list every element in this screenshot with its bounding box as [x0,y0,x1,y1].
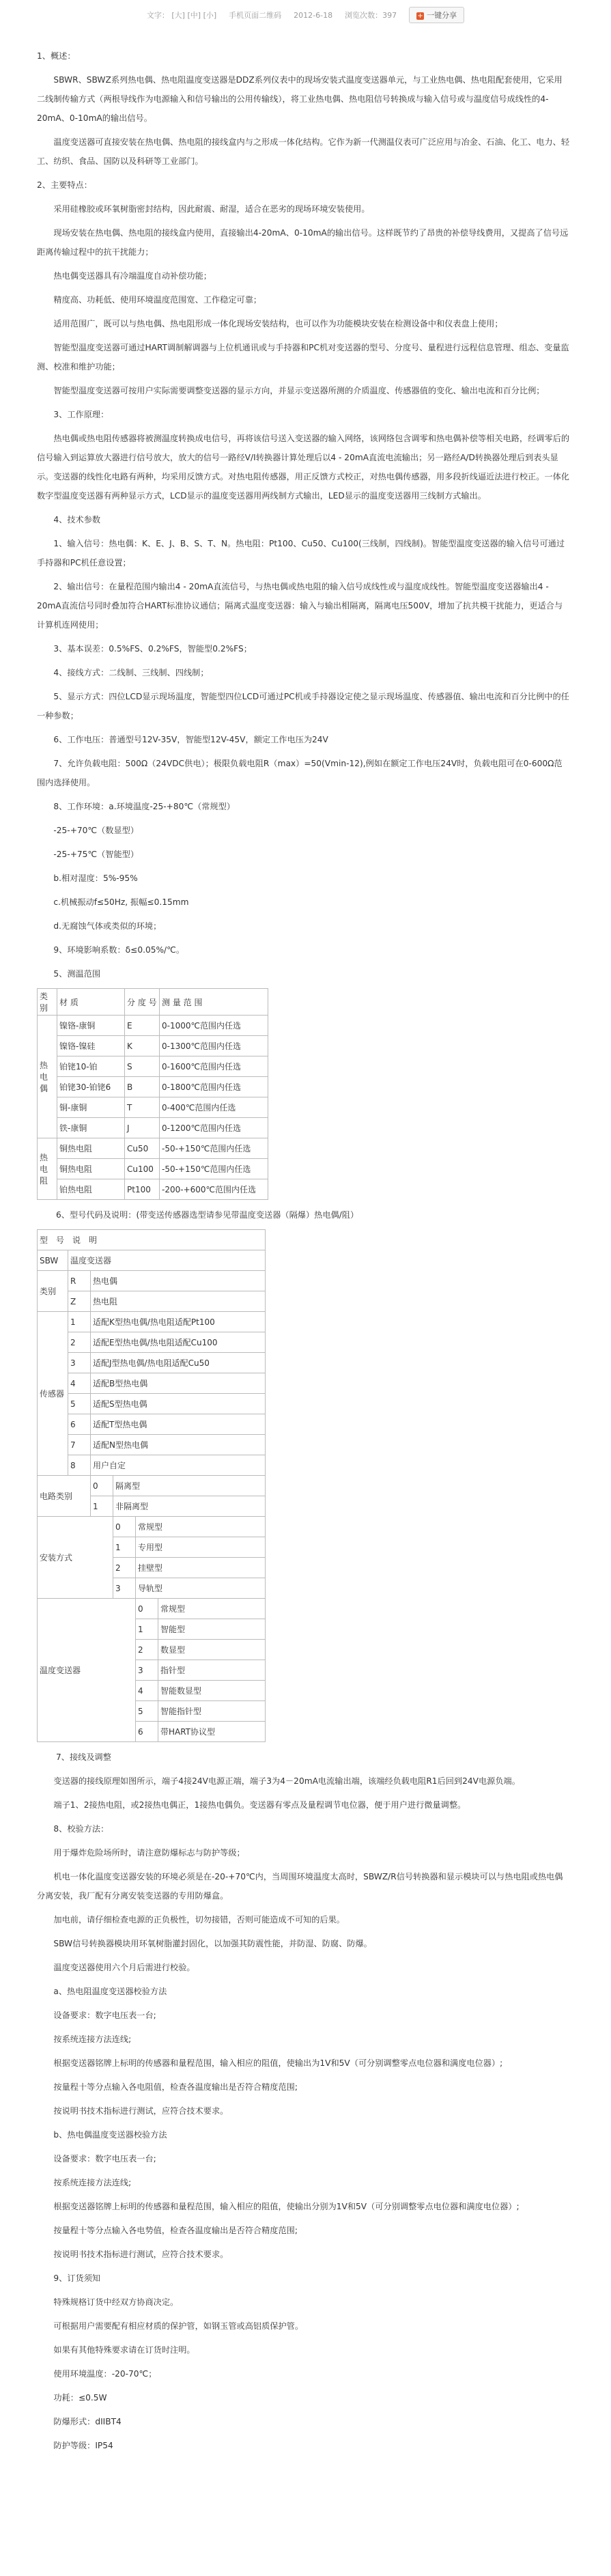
paragraph: 根据变送器铭牌上标明的传感器和量程范围，输入相应的阻值，使输出为1V和5V（可分别调整零点电位器和满度电位器）; [53,2058,503,2068]
table-cell: 铜热电阻 [57,1138,125,1159]
group-label-cell: 温度变送器 [38,1599,136,1742]
table-header-row [38,989,268,1016]
group-label-cell: 热电偶 [38,1016,57,1138]
paragraph: 温度变送器使用六个月后需进行校验。 [53,1963,195,1972]
table-cell: 常规型 [136,1517,266,1537]
section-heading: 6、型号代码及说明：(带变送传感器选型请参见带温度变送器（隔爆）热电偶/阻） [56,1210,359,1220]
table-cell: 适配S型热电偶 [91,1394,266,1414]
table-cell: SBW [38,1250,68,1271]
table-cell: 镍铬-康铜 [57,1016,125,1036]
paragraph: 采用硅橡胶或环氧树脂密封结构，因此耐震、耐湿，适合在恶劣的现场环境安装使用。 [53,204,370,214]
table-cell: 0-1600℃范围内任选 [160,1056,268,1077]
paragraph: 防爆形式：dIIBT4 [53,2417,122,2426]
plus-icon: + [417,12,423,20]
paragraph: -25-+75℃（智能型） [53,850,139,859]
section-heading: 9、订货须知 [53,2273,101,2283]
table-cell: Z [68,1291,91,1312]
table-header-cell: 测 量 范 围 [160,989,268,1016]
table-row [38,1394,266,1414]
table-row [38,1077,268,1097]
section-heading: 7、接线及调整 [56,1752,111,1762]
table-row [38,1373,266,1394]
table-cell: 1 [68,1312,91,1332]
table-cell: 4 [136,1681,158,1701]
table-cell: 温度变送器 [68,1250,266,1271]
paragraph: 使用环境温度：-20-70℃； [53,2369,157,2379]
table-cell: 热电偶 [91,1271,266,1291]
paragraph: c.机械振动f≤50Hz, 振幅≤0.15mm [53,897,189,907]
table-header-cell: 型 号 说 明 [38,1230,266,1250]
table-row [38,1332,266,1353]
table-row [38,1312,266,1332]
paragraph: 温度变送器可直接安装在热电偶、热电阻的接线盒内与之形成一体化结构。它作为新一代测温仪表可广泛应用与冶金、石油、化工、电力、轻工、纺织、食品、国防以及科研等工业部门。 [37,137,570,166]
table-row [38,1159,268,1179]
measurement-range-table [37,988,268,1200]
table-cell: -50-+150℃范围内任选 [160,1159,268,1179]
table-cell: 铂热电阻 [57,1179,125,1200]
section-heading: 2、主要特点： [37,180,92,190]
paragraph: 6、工作电压：普通型号12V-35V，智能型12V-45V，额定工作电压为24V [53,735,328,744]
paragraph: 变送器的接线原理如图所示，端子4接24V电源正端，端子3为4－20mA电流输出端，该端经负载电阻R1后回到24V电源负端。 [53,1776,520,1786]
table-cell: 3 [68,1353,91,1373]
table-row [38,1353,266,1373]
view-count-label: 浏览次数： [345,11,383,20]
table-cell: B [125,1077,160,1097]
table-cell: 0 [91,1476,113,1496]
table-cell: Cu100 [125,1159,160,1179]
table-row [38,1056,268,1077]
group-label-cell: 传感器 [38,1312,68,1476]
paragraph: 按系统连接方法连线; [53,2034,132,2044]
view-count [345,10,397,20]
table-header-cell: 类 别 [38,989,57,1016]
paragraph: 精度高、功耗低、使用环境温度范围宽、工作稳定可靠； [53,295,262,305]
table-row [38,1179,268,1200]
table-cell: 热电阻 [91,1291,266,1312]
paragraph: 8、工作环境：a.环境温度-25-+80℃（常规型） [53,802,236,811]
paragraph: 按量程十等分点输入各电阻值，检查各温度输出是否符合精度范围; [53,2082,298,2092]
table-cell: 1 [113,1537,136,1558]
table-row [38,1476,266,1496]
table-cell: 0-1300℃范围内任选 [160,1036,268,1056]
table-cell: J [125,1118,160,1138]
font-size-label: 文字： [146,11,169,20]
paragraph: a、热电阻温度变送器校验方法 [53,1987,167,1996]
section-heading: 5、测温范围 [53,969,101,979]
table-cell: 7 [68,1435,91,1455]
table-cell: 挂壁型 [136,1558,266,1578]
paragraph: 按说明书技术指标进行测试，应符合技术要求。 [53,2106,229,2116]
table-row [38,1291,266,1312]
table-row [38,1599,266,1619]
table-cell: 铂铑10-铂 [57,1056,125,1077]
table-row [38,1097,268,1118]
paragraph: -25-+70℃（数显型） [53,826,139,835]
table-cell: 铁-康铜 [57,1118,125,1138]
table-cell: 智能指针型 [158,1701,266,1722]
table-cell: 智能数显型 [158,1681,266,1701]
paragraph: 现场安装在热电偶、热电阻的接线盒内使用，直接输出4-20mA、0-10mA的输出信号。这样既节约了昂贵的补偿导线费用，又提高了信号远距离传输过程中的抗干扰能力； [37,228,569,257]
table-cell: Cu50 [125,1138,160,1159]
table-cell: 3 [113,1578,136,1599]
table-cell: 0-1200℃范围内任选 [160,1118,268,1138]
table-cell: 用户自定 [91,1455,266,1476]
table-cell: 数显型 [158,1640,266,1660]
table-cell: 常规型 [158,1599,266,1619]
paragraph: 4、接线方式：二线制、三线制、四线制； [53,668,209,677]
paragraph: 可根据用户需要配有相应材质的保护管，如钢玉管或高铝质保护管。 [53,2321,304,2331]
table-cell: 1 [136,1619,158,1640]
paragraph: SBW信号转换器模块用环氧树脂灌封固化，以加强其防震性能，并防湿、防腐、防爆。 [53,1939,372,1948]
table-cell: 0-1000℃范围内任选 [160,1016,268,1036]
font-size-controls [147,10,216,20]
table-cell: 5 [68,1394,91,1414]
table-cell: 8 [68,1455,91,1476]
table-cell: 隔离型 [113,1476,266,1496]
paragraph: 机电一体化温度变送器安装的环境必须是在-20-+70℃内，当周围环境温度太高时，SBWZ/R信号转换器和显示模块可以与热电阻或热电偶分离安装，我厂配有分离安装变送器的专用防爆盒。 [37,1872,563,1901]
table-cell: 0-1800℃范围内任选 [160,1077,268,1097]
table-cell: 铜热电阻 [57,1159,125,1179]
view-count-value: 397 [382,11,397,20]
paragraph: d.无腐蚀气体或类似的环境； [53,921,162,931]
paragraph: 2、输出信号：在量程范围内输出4 - 20mA直流信号，与热电偶或热电阻的输入信号成线性或与温度成线性。智能型温度变送器输出4 - 20mA直流信号同时叠加符合HART标准协议通信；隔离式温度变送器：输入与输出相隔离，隔离电压500V，增加了抗共模干扰能力，更适合与计算机连网使用； [37,582,563,630]
table-row [38,1517,266,1537]
table-cell: Pt100 [125,1179,160,1200]
paragraph: 设备要求：数字电压表一台; [53,2011,156,2020]
table-cell: 6 [136,1722,158,1742]
table-cell: 适配B型热电偶 [91,1373,266,1394]
table-cell: 智能型 [158,1619,266,1640]
paragraph: 按说明书技术指标进行测试，应符合技术要求。 [53,2250,229,2259]
group-label-cell: 类别 [38,1271,68,1312]
table-cell: 5 [136,1701,158,1722]
paragraph: 1、输入信号：热电偶：K、E、J、B、S、T、N。热电阻：Pt100、Cu50、Cu100(三线制，四线制)。智能型温度变送器的输入信号可通过手持器和PC机任意设置； [37,539,565,568]
paragraph: 设备要求：数字电压表一台; [53,2154,156,2164]
table-cell: 镍铬-镍硅 [57,1036,125,1056]
table-cell: 2 [136,1640,158,1660]
article-meta-bar [0,0,611,30]
article-body [0,30,611,2455]
section-heading: 3、工作原理： [53,410,109,419]
table-cell: 适配J型热电偶/热电阻适配Cu50 [91,1353,266,1373]
paragraph: 特殊规格订货中经双方协商决定。 [53,2297,179,2307]
paragraph: 5、显示方式：四位LCD显示现场温度，智能型四位LCD可通过PC机或手持器设定使之显示现场温度、传感器值、输出电流和百分比例中的任一种参数； [37,692,569,720]
table-cell: 非隔离型 [113,1496,266,1517]
table-row [38,1118,268,1138]
table-cell: 适配E型热电偶/热电阻适配Cu100 [91,1332,266,1353]
table-cell: 带HART协议型 [158,1722,266,1742]
share-button[interactable] [409,7,464,23]
paragraph: 如果有其他特殊要求请在订货时注明。 [53,2345,195,2355]
paragraph: 热电偶变送器具有冷端温度自动补偿功能； [53,271,212,281]
paragraph: b、热电偶温度变送器校验方法 [53,2130,167,2140]
table-cell: 2 [113,1558,136,1578]
table-cell: 2 [68,1332,91,1353]
section-heading: 8、校验方法： [53,1824,109,1834]
table-cell: 适配N型热电偶 [91,1435,266,1455]
publish-date: 2012-6-18 [294,10,333,20]
table-header-cell: 材 质 [57,989,125,1016]
table-cell: S [125,1056,160,1077]
table-cell: 铜-康铜 [57,1097,125,1118]
section-heading: 4、技术参数 [53,515,101,524]
table-header-row [38,1230,266,1250]
paragraph: 加电前，请仔细检查电源的正负极性，切勿接错，否则可能造成不可知的后果。 [53,1915,345,1924]
group-label-cell: 安装方式 [38,1517,113,1599]
table-row [38,1036,268,1056]
table-cell: 0 [136,1599,158,1619]
share-label: 一键分享 [427,11,457,20]
table-cell: 专用型 [136,1537,266,1558]
table-row [38,1435,266,1455]
paragraph: 防护等级：IP54 [53,2441,113,2450]
qr-code-link[interactable]: 手机页面二维码 [229,11,282,20]
table-cell: 适配K型热电偶/热电阻适配Pt100 [91,1312,266,1332]
font-medium-link[interactable]: [中] [187,11,201,20]
paragraph: b.相对湿度：5%-95% [53,873,138,883]
table-cell: T [125,1097,160,1118]
table-cell: 0 [113,1517,136,1537]
table-cell: E [125,1016,160,1036]
table-cell: 适配T型热电偶 [91,1414,266,1435]
table-cell: 铂铑30-铂铑6 [57,1077,125,1097]
table-cell: 1 [91,1496,113,1517]
table-header-cell: 分 度 号 [125,989,160,1016]
paragraph: 智能型温度变送器可通过HART调制解调器与上位机通讯或与手持器和PC机对变送器的型号、分度号、量程进行远程信息管理、组态、变量监测、校准和维护功能； [37,343,569,372]
paragraph: 9、环境影响系数：δ≤0.05%/℃。 [53,945,185,955]
group-label-cell: 电路类别 [38,1476,91,1517]
table-row [38,1455,266,1476]
paragraph: 7、允许负载电阻：500Ω（24VDC供电）；极限负载电阻R（max）=50(Vmin-12),例如在额定工作电压24V时，负载电阻可在0-600Ω范围内选择使用。 [37,759,563,787]
section-heading: 1、概述： [37,51,76,61]
table-cell: 指针型 [158,1660,266,1681]
table-cell: -200-+600℃范围内任选 [160,1179,268,1200]
font-small-link[interactable]: [小] [203,11,217,20]
font-large-link[interactable]: [大] [171,11,185,20]
paragraph: 用于爆炸危险场所时，请注意防爆标志与防护等级； [53,1848,245,1858]
model-code-table [37,1229,266,1742]
paragraph: 功耗：≤0.5W [53,2393,107,2403]
table-cell: 3 [136,1660,158,1681]
table-cell: K [125,1036,160,1056]
table-row [38,1138,268,1159]
table-cell: 导轨型 [136,1578,266,1599]
table-row [38,1250,266,1271]
table-row [38,1016,268,1036]
paragraph: 热电偶或热电阻传感器将被测温度转换成电信号，再将该信号送入变送器的输入网络，该网络包含调零和热电偶补偿等相关电路，经调零后的信号输入到运算放大器进行信号放大，放大的信号一路经V/I转换器计算处理后以4 - 20mA直流电流输出；另一路经A/D转换器处理后到表头显示。变送器的线性化电路有两种，均采用反馈方式。对热电阻传感器，用正反馈方式校正，对热电偶传感器，用多段折线逼近法进行校正。一体化数字型温度变送器有两种显示方式，LCD显示的温度变送器用两线制方式输出，LED显示的温度变送器用三线制方式输出。 [37,434,570,501]
paragraph: 适用范围广，既可以与热电偶、热电阻形成一体化现场安装结构，也可以作为功能模块安装在检测设备中和仪表盘上使用； [53,319,503,328]
paragraph: 端子1、2接热电阻，或2接热电偶正，1接热电偶负。变送器有零点及量程调节电位器，便于用户进行微量调整。 [53,1800,466,1810]
table-cell: 4 [68,1373,91,1394]
table-row [38,1414,266,1435]
table-cell: R [68,1271,91,1291]
table-cell: 0-400℃范围内任选 [160,1097,268,1118]
table-cell: 6 [68,1414,91,1435]
table-cell: -50-+150℃范围内任选 [160,1138,268,1159]
paragraph: 按量程十等分点输入各电势值，检查各温度输出是否符合精度范围; [53,2226,298,2235]
paragraph: 3、基本误差：0.5%FS、0.2%FS，智能型0.2%FS； [53,644,252,654]
group-label-cell: 热电阻 [38,1138,57,1200]
paragraph: SBWR、SBWZ系列热电偶、热电阻温度变送器是DDZ系列仪表中的现场安装式温度变送器单元，与工业热电偶、热电阻配套使用，它采用二线制传输方式（两根导线作为电源输入和信号输出的公用传输线），将工业热电偶、热电阻信号转换成与输入信号或与温度信号成线性的4-20mA、0-10mA的输出信号。 [37,75,563,123]
paragraph: 按系统连接方法连线; [53,2178,132,2187]
paragraph: 根据变送器铭牌上标明的传感器和量程范围，输入相应的阻值，使输出分别为1V和5V（可分别调整零点电位器和满度电位器）; [53,2202,520,2211]
table-row [38,1271,266,1291]
paragraph: 智能型温度变送器可按用户实际需要调整变送器的显示方向，并显示变送器所测的介质温度、传感器值的变化、输出电流和百分比例； [53,386,545,395]
